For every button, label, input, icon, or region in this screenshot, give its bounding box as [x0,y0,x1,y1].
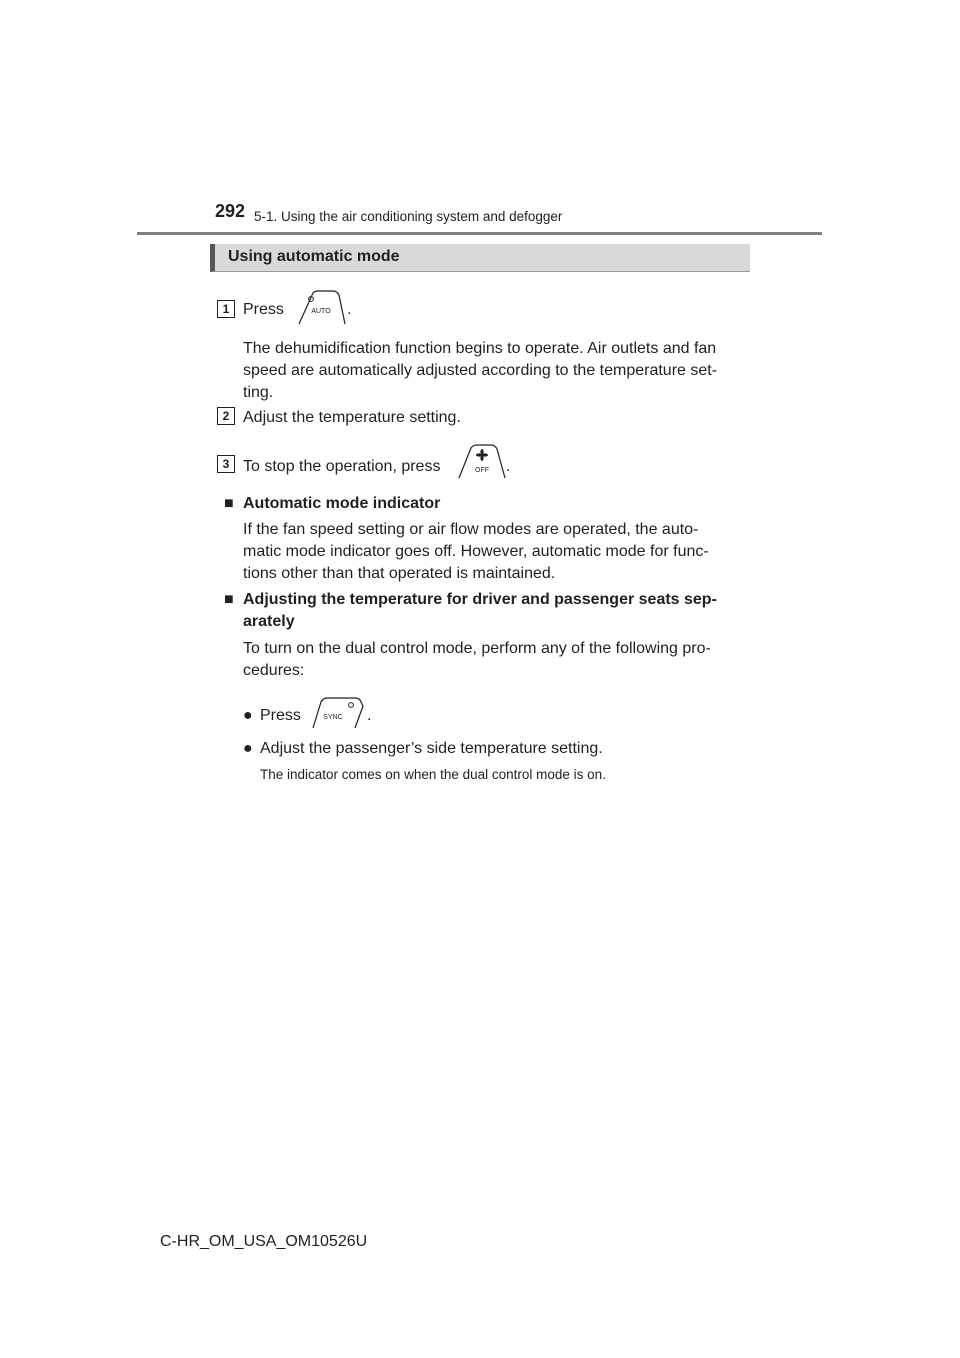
note-1-marker: ■ [224,495,234,512]
note-1-line-2: matic mode indicator goes off. However, automatic mode for func- [243,543,709,560]
note-2-marker: ■ [224,591,234,608]
note-2-body [243,638,745,682]
sync-button-icon [311,696,365,730]
step-3-badge: 3 [217,455,235,473]
bullet-2-text: Adjust the passenger’s side temperature setting. [260,740,603,757]
bullet-1-text: Press [260,707,301,724]
off-button-label: OFF [475,467,489,474]
off-button-icon [457,444,507,480]
step-1-badge: 1 [217,300,235,318]
step-3-period: . [506,458,511,475]
sync-button-label: SYNC [323,714,343,721]
step-1-description [243,338,745,404]
document-code: C-HR_OM_USA_OM10526U [160,1233,368,1250]
step-1-desc-line-1: The dehumidification function begins to operate. Air outlets and fan [243,340,717,357]
note-1-body [243,519,745,585]
bullet-1-marker: ● [243,707,253,724]
bullet-1-period: . [367,707,372,724]
step-3-text: To stop the operation, press [243,458,441,475]
bullet-2-marker: ● [243,740,253,757]
note-2-body-line-1: To turn on the dual control mode, perform any of the following pro- [243,640,711,657]
step-2-text: Adjust the temperature setting. [243,409,461,426]
note-2-heading-line-2: arately [243,613,295,630]
header-divider [137,232,822,235]
chapter-title: 5-1. Using the air conditioning system and defogger [254,209,563,224]
page-number: 292 [215,201,246,221]
section-title: Using automatic mode [228,248,400,265]
dual-mode-footnote: The indicator comes on when the dual control mode is on. [260,767,606,782]
note-2-heading [243,589,748,633]
section-title-bar [210,244,750,272]
note-1-heading: Automatic mode indicator [243,495,441,512]
auto-button-label: AUTO [311,308,331,315]
step-1-desc-line-3: ting. [243,384,274,401]
note-2-body-line-2: cedures: [243,662,305,679]
step-1-desc-line-2: speed are automatically adjusted according to the temperature set- [243,362,718,379]
step-1-text: Press [243,301,284,318]
auto-button-icon [297,290,347,326]
note-2-heading-line-1: Adjusting the temperature for driver and passenger seats sep- [243,591,717,608]
note-1-line-3: tions other than that operated is maintained. [243,565,556,582]
note-1-line-1: If the fan speed setting or air flow modes are operated, the auto- [243,521,699,538]
step-2-badge: 2 [217,407,235,425]
fan-icon [476,449,488,461]
step-1-period: . [347,301,352,318]
